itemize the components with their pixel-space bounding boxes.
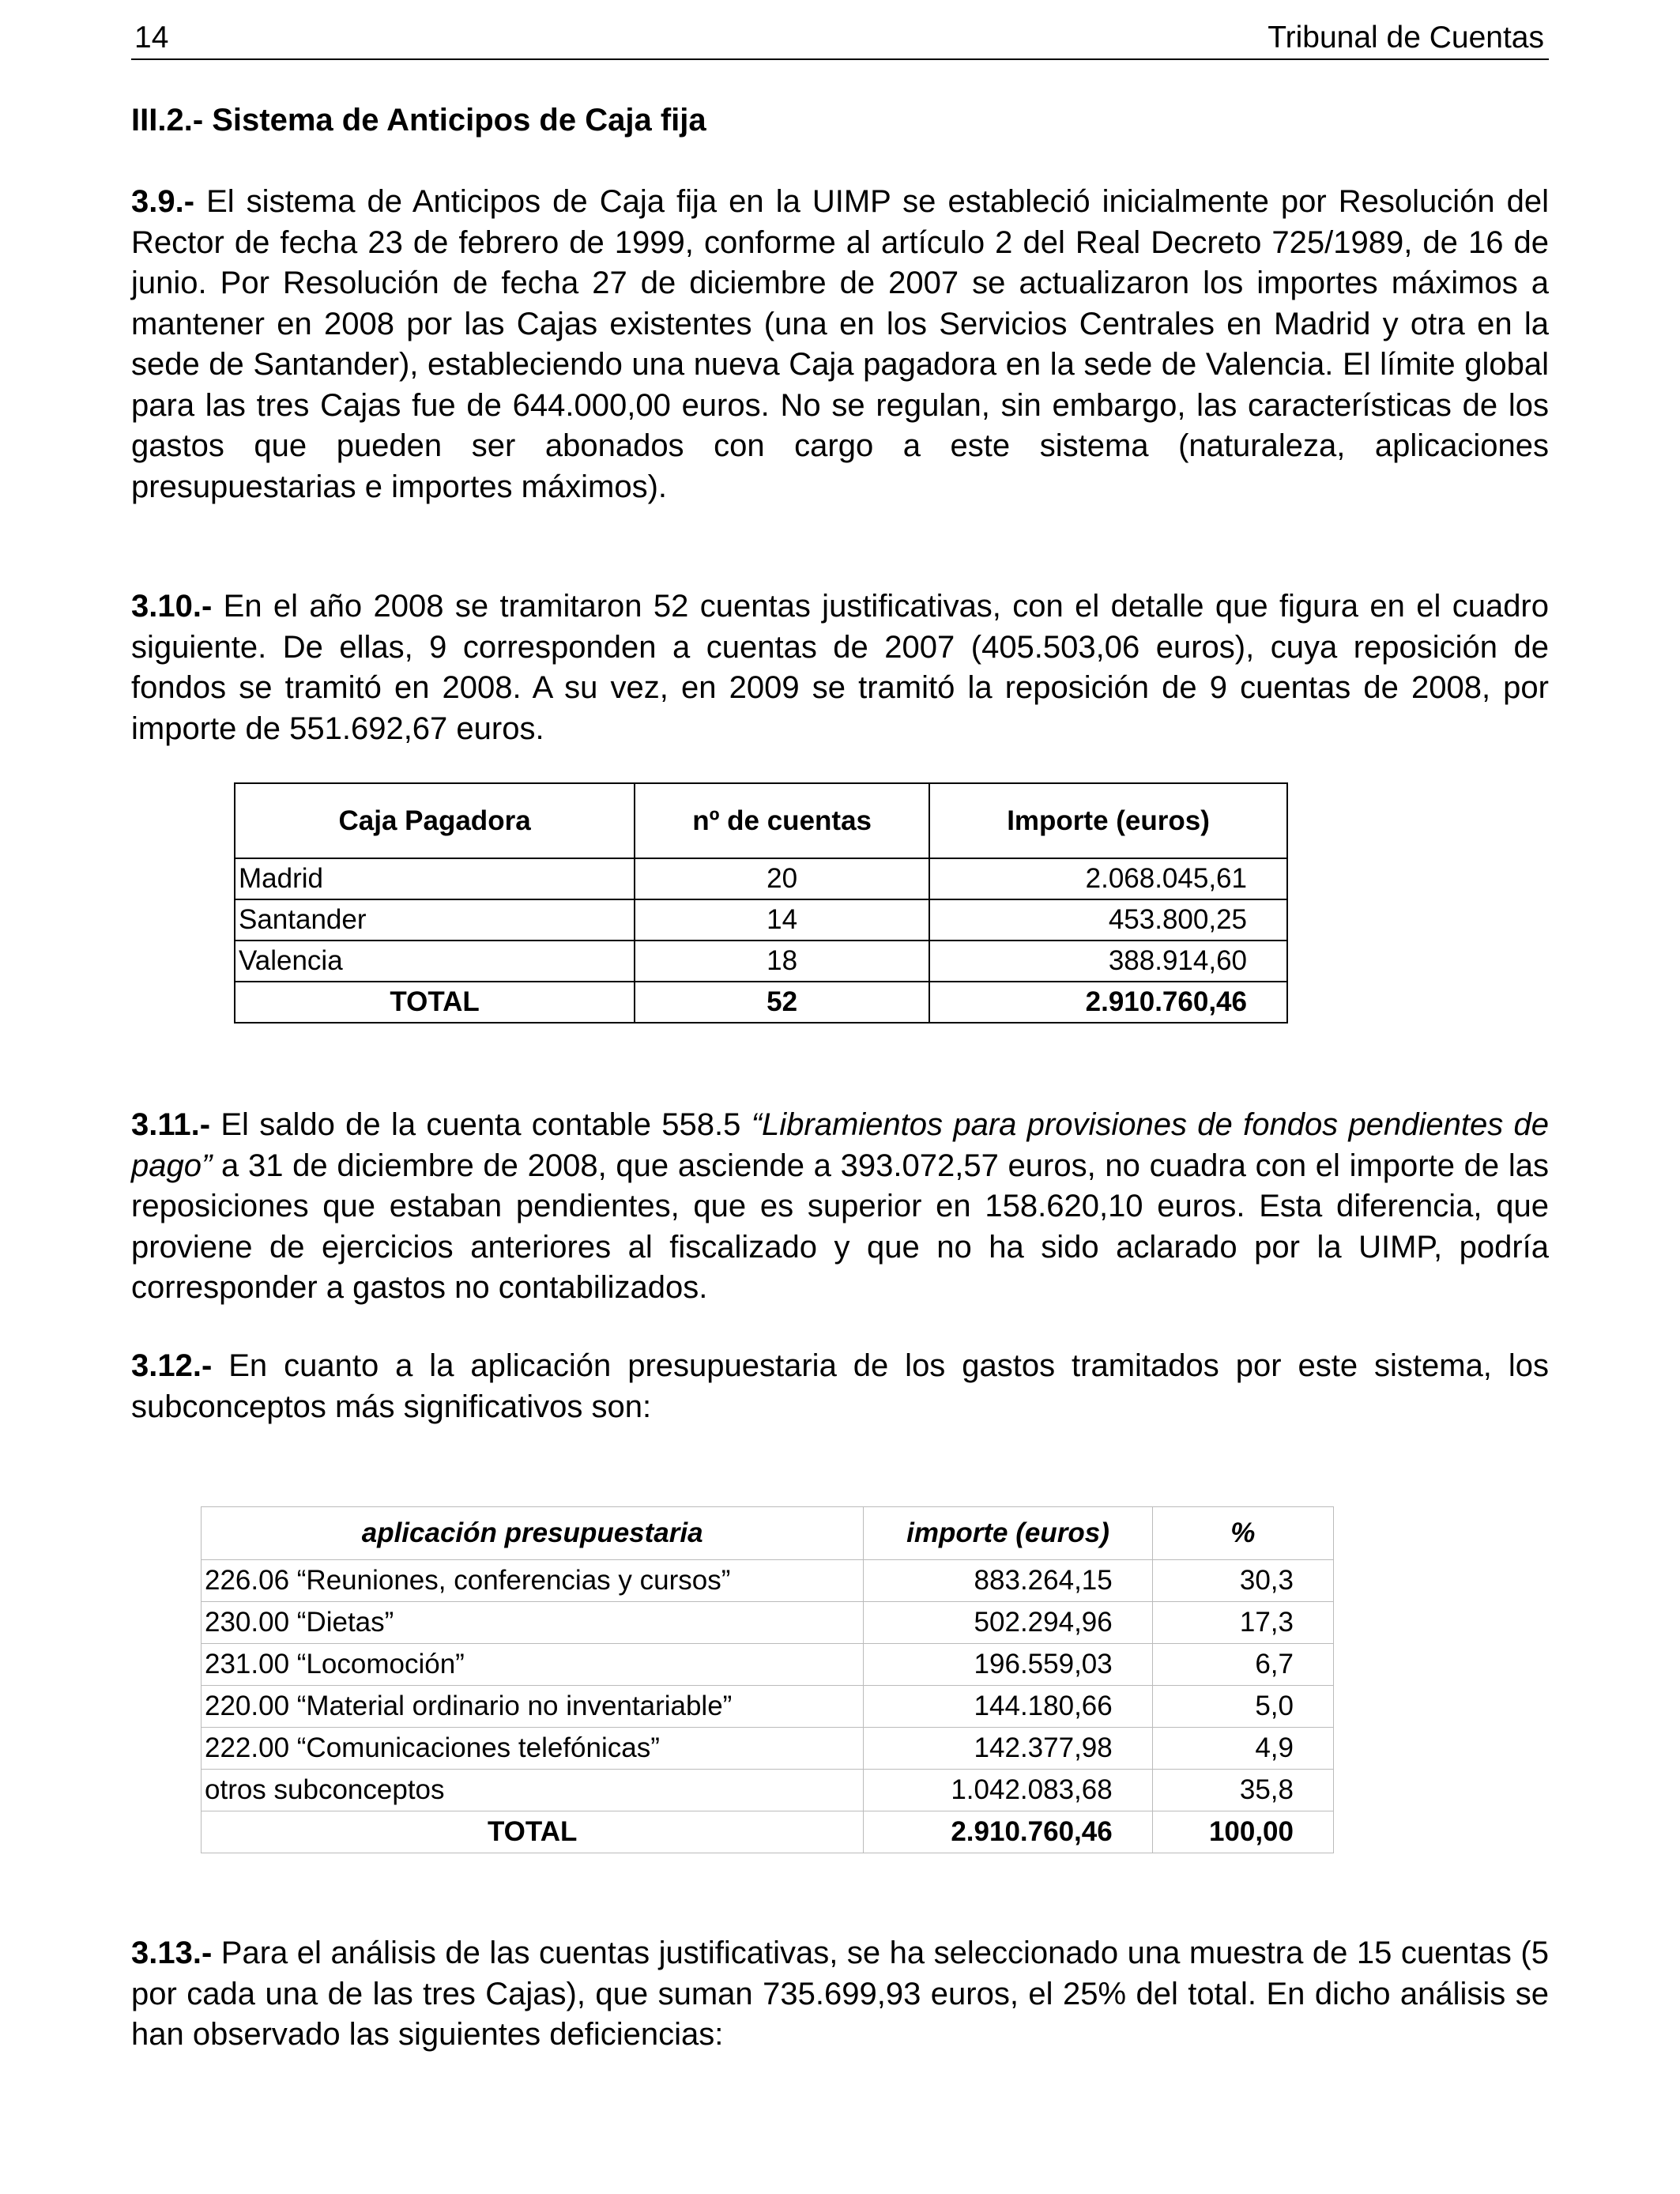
paragraph-number: 3.12.- [131,1348,213,1383]
paragraph-3-12 [131,1346,1549,1427]
table-cell: TOTAL [202,1811,864,1853]
table-cell: 220.00 “Material ordinario no inventariable” [202,1686,864,1728]
table-cell: 35,8 [1152,1770,1333,1811]
table-row [235,858,1287,899]
table-cell: 17,3 [1152,1602,1333,1644]
table-row [202,1770,1334,1811]
table-cell: 502.294,96 [864,1602,1152,1644]
paragraph-3-9 [131,182,1549,507]
table-row [235,941,1287,982]
table-row [202,1644,1334,1686]
table-row [202,1602,1334,1644]
paragraph-number: 3.11.- [131,1107,211,1142]
table-total-row [235,982,1287,1023]
table-cell: 18 [635,941,929,982]
table-cell: Santander [235,899,635,941]
table-cell: 226.06 “Reuniones, conferencias y cursos” [202,1560,864,1602]
budget-application-table [201,1506,1334,1853]
paragraph-3-11 [131,1105,1549,1309]
paragraph-number: 3.13.- [131,1936,213,1970]
table-cell: 4,9 [1152,1728,1333,1770]
table-row [235,899,1287,941]
column-header: % [1152,1507,1333,1560]
column-header: aplicación presupuestaria [202,1507,864,1560]
column-header: importe (euros) [864,1507,1152,1560]
table-cell: 883.264,15 [864,1560,1152,1602]
table-cell: Valencia [235,941,635,982]
table-cell: 144.180,66 [864,1686,1152,1728]
table-cell: 14 [635,899,929,941]
table-row [202,1560,1334,1602]
table-cell: 2.910.760,46 [929,982,1287,1023]
organization-name: Tribunal de Cuentas [1268,21,1544,55]
table-cell: 222.00 “Comunicaciones telefónicas” [202,1728,864,1770]
paragraph-3-13 [131,1933,1549,2056]
paragraph-text: El sistema de Anticipos de Caja fija en la UIMP se estableció inicialmente por Resolución del Rector de fecha 23 de febrero de 1999, conforme al artículo 2 del Real Decreto 725/1989, de 16 de junio. Por Resolución de fecha 27 de diciembre de 2007 se actualizaron los importes máximos a mantener en 2008 por las Cajas existentes (una en los Servicios Centrales en Madrid y otra en la sede de Santander), estableciendo una nueva Caja pagadora en la sede de Valencia. El límite global para las tres Cajas fue de 644.000,00 euros. No se regulan, sin embargo, las características de los gastos que pueden ser abonados con cargo a este sistema (naturaleza, aplicaciones presupuestarias e importes máximos). [131,184,1549,504]
table-cell: 2.910.760,46 [864,1811,1152,1853]
cajas-table [234,782,1288,1023]
table-header-row [202,1507,1334,1560]
table-header-row [235,783,1287,858]
table-row [202,1728,1334,1770]
table-cell: 1.042.083,68 [864,1770,1152,1811]
section-title: III.2.- Sistema de Anticipos de Caja fija [131,103,706,138]
paragraph-text: En el año 2008 se tramitaron 52 cuentas justificativas, con el detalle que figura en el cuadro siguiente. De ellas, 9 corresponden a cuentas de 2007 (405.503,06 euros), cuya reposición de fondos se tramitó en 2008. A su vez, en 2009 se tramitó la reposición de 9 cuentas de 2008, por importe de 551.692,67 euros. [131,589,1549,746]
paragraph-text: a 31 de diciembre de 2008, que asciende a 393.072,57 euros, no cuadra con el importe de las reposiciones que estaban pendientes, que es superior en 158.620,10 euros. Esta diferencia, que proviene de ejercicios anteriores al fiscalizado y que no ha sido aclarado por la UIMP, podría corresponder a gastos no contabilizados. [131,1148,1549,1305]
table-cell: 231.00 “Locomoción” [202,1644,864,1686]
table-cell: 142.377,98 [864,1728,1152,1770]
table-cell: 453.800,25 [929,899,1287,941]
table-cell: 100,00 [1152,1811,1333,1853]
table-cell: 6,7 [1152,1644,1333,1686]
paragraph-number: 3.10.- [131,589,213,624]
table-cell: 30,3 [1152,1560,1333,1602]
table-cell: otros subconceptos [202,1770,864,1811]
paragraph-text: Para el análisis de las cuentas justificativas, se ha seleccionado una muestra de 15 cuentas (5 por cada una de las tres Cajas), que suman 735.699,93 euros, el 25% del total. En dicho análisis se han observado las siguientes deficiencias: [131,1936,1549,2052]
page-header [131,21,1549,60]
paragraph-text: El saldo de la cuenta contable 558.5 [210,1107,751,1142]
table-cell: 5,0 [1152,1686,1333,1728]
table-cell: 2.068.045,61 [929,858,1287,899]
table-cell: 230.00 “Dietas” [202,1602,864,1644]
table-row [202,1686,1334,1728]
table-cell: Madrid [235,858,635,899]
column-header: Importe (euros) [929,783,1287,858]
table-total-row [202,1811,1334,1853]
paragraph-text: En cuanto a la aplicación presupuestaria de los gastos tramitados por este sistema, los subconceptos más significativos son: [131,1348,1549,1424]
table-cell: 196.559,03 [864,1644,1152,1686]
paragraph-italic-text: “Libramientos para provisiones de fondos pendientes de pago” [131,1107,1549,1183]
table-cell: TOTAL [235,982,635,1023]
column-header: Caja Pagadora [235,783,635,858]
paragraph-number: 3.9.- [131,184,195,219]
page-number: 14 [134,21,169,55]
paragraph-3-10 [131,586,1549,749]
table-cell: 388.914,60 [929,941,1287,982]
table-cell: 52 [635,982,929,1023]
column-header: nº de cuentas [635,783,929,858]
table-cell: 20 [635,858,929,899]
